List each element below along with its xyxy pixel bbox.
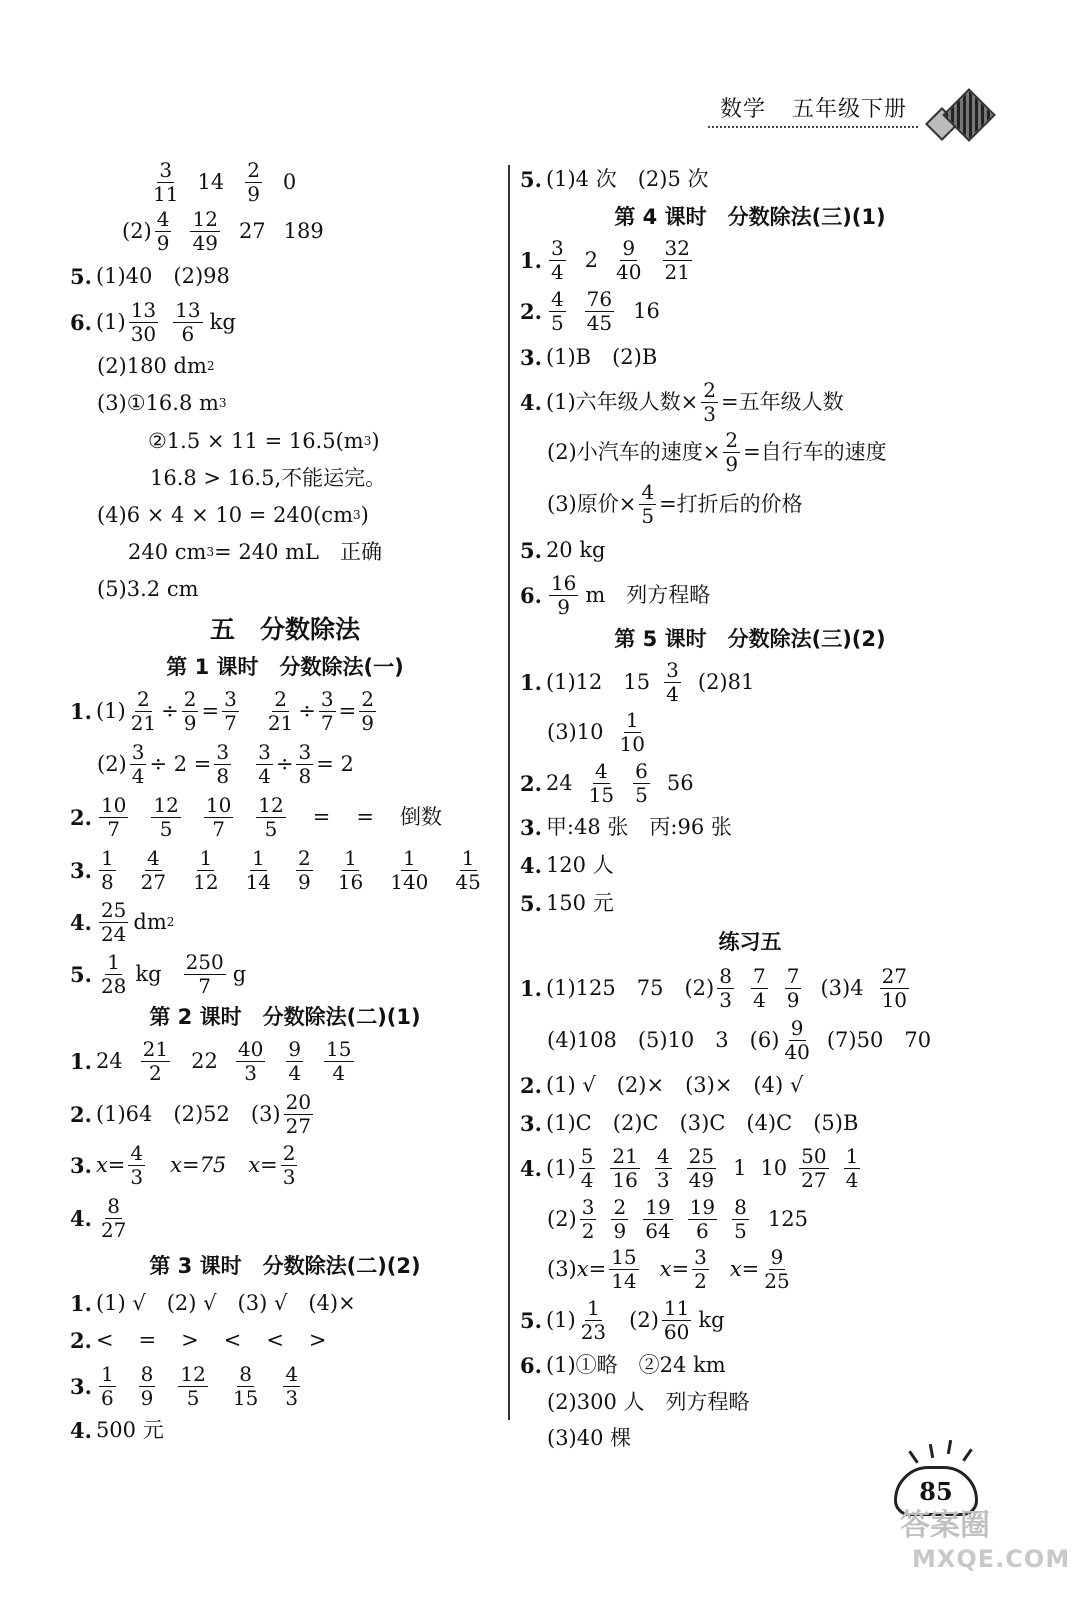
answer-row: 2. $\frac{4}{5}$ $\frac{76}{45}$ 16 xyxy=(520,286,660,335)
answer-row: 5. 20 kg xyxy=(520,537,606,563)
answer-row: 2. $\frac{10}{7}$ $\frac{12}{5}$ $\frac{10}{7}$ $\frac{12}{5}$ = = 倒数 xyxy=(70,792,442,841)
answer-row: 240 cm 3 = 240 mL 正确 xyxy=(128,539,382,564)
answer-row: (2) $\frac{3}{2}$ $\frac{2}{9}$ $\frac{19}{64}$ $\frac{19}{6}$ $\frac{8}{5}$ 125 xyxy=(547,1194,808,1243)
page-header xyxy=(720,92,933,123)
header-diamond-icon xyxy=(942,88,996,142)
answer-row: 6. (1)①略 ②24 km xyxy=(520,1352,726,1378)
answer-row: 6. $\frac{16}{9}$ m 列方程略 xyxy=(520,570,711,619)
fraction: $\frac{4}{3}$ xyxy=(285,1361,299,1410)
answer-row: 1. $\frac{3}{4}$ 2 $\frac{9}{40}$ $\frac{32}{21}$ xyxy=(520,235,690,284)
answer-row: (3)①16.8 m 3 xyxy=(97,390,227,415)
answer-row: 4. (1)六年级人数× $\frac{2}{3}$ =五年级人数 xyxy=(520,377,844,426)
lesson-title: 第 2 课时 分数除法(二)(1) xyxy=(149,1004,421,1029)
fraction: $\frac{8}{15}$ xyxy=(232,1361,259,1410)
lesson-title: 第 4 课时 分数除法(三)(1) xyxy=(614,204,886,229)
answer-row: 2. 24 $\frac{4}{15}$ $\frac{6}{5}$ 56 xyxy=(520,758,694,807)
answer-row: (3) x= $\frac{15}{14}$ x= $\frac{3}{2}$ x= $\frac{9}{25}$ xyxy=(547,1244,790,1293)
answer-row: 2. (1) √ (2)× (3)× (4) √ xyxy=(520,1072,804,1098)
answer-row: 5. (1)4 次 (2)5 次 xyxy=(520,166,709,192)
exercise-title: 练习五 xyxy=(718,929,782,954)
answer-row: 3. x= $\frac{4}{3}$ x=75 x= $\frac{2}{3}$ xyxy=(70,1140,296,1189)
answer-row: (2)180 dm 2 xyxy=(97,353,215,378)
answer-row: (2)小汽车的速度× $\frac{2}{9}$ =自行车的速度 xyxy=(547,427,887,476)
fraction: $\frac{4}{27}$ xyxy=(140,845,167,894)
answer-row: (3)10 $\frac{1}{10}$ xyxy=(547,707,645,756)
answer-row: 2. (1)64 (2)52 (3) $\frac{20}{27}$ xyxy=(70,1089,312,1138)
answer-row: 1. (1) √ (2) √ (3) √ (4)× xyxy=(70,1290,356,1316)
answer-row: (3)原价× $\frac{4}{5}$ =打折后的价格 xyxy=(547,479,803,528)
answer-row: (2) $\frac{3}{4}$ ÷ 2 = $\frac{3}{8}$ $\frac{3}{4}$ ÷ $\frac{3}{8}$ = 2 xyxy=(97,739,354,788)
answer-row: 6. (1) $\frac{13}{30}$ $\frac{13}{6}$ kg xyxy=(70,297,236,346)
fraction: $\frac{1}{6}$ xyxy=(100,1361,114,1410)
answer-row: 3. $\frac{1}{6}$ $\frac{8}{9}$ $\frac{12}{5}$ $\frac{8}{15}$ $\frac{4}{3}$ xyxy=(70,1361,299,1410)
answer-row: (4)6 × 4 × 10 = 240(cm 3 ) xyxy=(97,502,369,527)
lesson-title: 第 3 课时 分数除法(二)(2) xyxy=(149,1253,421,1278)
answer-row: (5)3.2 cm xyxy=(97,576,199,601)
answer-row: 1. (1)12 15 $\frac{3}{4}$ (2)81 xyxy=(520,657,755,706)
fraction: $\frac{1}{45}$ xyxy=(455,845,481,894)
fraction: $\frac{1}{14}$ xyxy=(245,845,272,894)
answer-row: 5. (1)40 (2)98 xyxy=(70,263,230,289)
answer-row: 5. (1) $\frac{1}{23}$ (2) $\frac{11}{60}$ kg xyxy=(520,1295,725,1344)
answer-row: 4. (1) $\frac{5}{4}$ $\frac{21}{16}$ $\frac{4}{3}$ $\frac{25}{49}$ 1 10 $\frac{50}{27}$ $\frac{1}{4}$ xyxy=(520,1143,859,1192)
answer-row: 3. (1)C (2)C (3)C (4)C (5)B xyxy=(520,1110,859,1136)
fraction: $\frac{1}{140}$ xyxy=(390,845,429,894)
answer-row: 3. (1)B (2)B xyxy=(520,344,658,370)
answer-row: (2)300 人 列方程略 xyxy=(547,1389,750,1414)
answer-row: 5. $\frac{1}{28}$ kg $\frac{250}{7}$ g xyxy=(70,949,247,998)
page-number: 85 xyxy=(894,1466,978,1516)
fraction: $\frac{2}{9}$ xyxy=(298,845,311,894)
answer-row: 5. 150 元 xyxy=(520,890,614,916)
fraction: $\frac{1}{12}$ xyxy=(193,845,219,894)
left-column xyxy=(70,158,500,1448)
column-divider xyxy=(508,165,510,1420)
answer-row: 1. 24 $\frac{21}{2}$ 22 $\frac{40}{3}$ $\frac{9}{4}$ $\frac{15}{4}$ xyxy=(70,1036,352,1085)
fraction: $\frac{1}{8}$ xyxy=(100,845,114,894)
answer-row: (4)108 (5)10 3 (6) $\frac{9}{40}$ (7)50 70 xyxy=(547,1015,932,1064)
unit-title: 五 分数除法 xyxy=(209,614,360,644)
fraction: $\frac{1}{16}$ xyxy=(337,845,364,894)
fraction: $\frac{8}{9}$ xyxy=(140,1361,154,1410)
answer-row: (2) $\frac{4}{9}$ $\frac{12}{49}$ 27 189 xyxy=(122,206,324,255)
answer-row: 16.8 > 16.5,不能运完。 xyxy=(150,465,387,490)
answer-row: 4. $\frac{25}{24}$ dm 2 xyxy=(70,897,175,946)
answer-row: 1. (1)125 75 (2) $\frac{8}{3}$ $\frac{7}{4}$ $\frac{7}{9}$ (3)4 $\frac{27}{10}$ xyxy=(520,963,908,1012)
answer-row: 4. 120 人 xyxy=(520,852,614,878)
header-grade: 五年级下册 xyxy=(792,97,908,122)
fraction: $\frac{12}{5}$ xyxy=(180,1361,206,1410)
answer-row: 3. 甲:48 张 丙:96 张 xyxy=(520,814,732,840)
right-column xyxy=(520,158,980,1456)
answer-row: 4. $\frac{8}{27}$ xyxy=(70,1193,127,1242)
lesson-title: 第 1 课时 分数除法(一) xyxy=(166,654,404,679)
watermark-url: MXQE.COM xyxy=(912,1545,1071,1573)
watermark-text: 答案圈 xyxy=(900,1508,990,1543)
header-rule xyxy=(708,126,918,128)
answer-row: 3. $\frac{1}{8}$ $\frac{4}{27}$ $\frac{1}{12}$ $\frac{1}{14}$ $\frac{2}{9}$ $\frac{1}{16}$ $\frac{1}{140}$ $\frac{1}{45}$ xyxy=(70,845,481,894)
answer-row: ②1.5 × 11 = 16.5(m 3 ) xyxy=(148,428,380,453)
answer-row: (3)40 棵 xyxy=(547,1425,632,1450)
answer-row: 4. 500 元 xyxy=(70,1417,164,1443)
answer-row: 1. (1) $\frac{2}{21}$ ÷ $\frac{2}{9}$ = $\frac{3}{7}$ $\frac{2}{21}$ ÷ $\frac{3}{7}$ = $\frac{2}{9}$ xyxy=(70,686,374,735)
header-subject: 数学 xyxy=(720,97,767,122)
answer-row: 2. < = > < < > xyxy=(70,1327,329,1353)
lesson-title: 第 5 课时 分数除法(三)(2) xyxy=(614,626,886,651)
answer-row: $\frac{3}{11}$ 14 $\frac{2}{9}$ 0 xyxy=(153,157,297,206)
